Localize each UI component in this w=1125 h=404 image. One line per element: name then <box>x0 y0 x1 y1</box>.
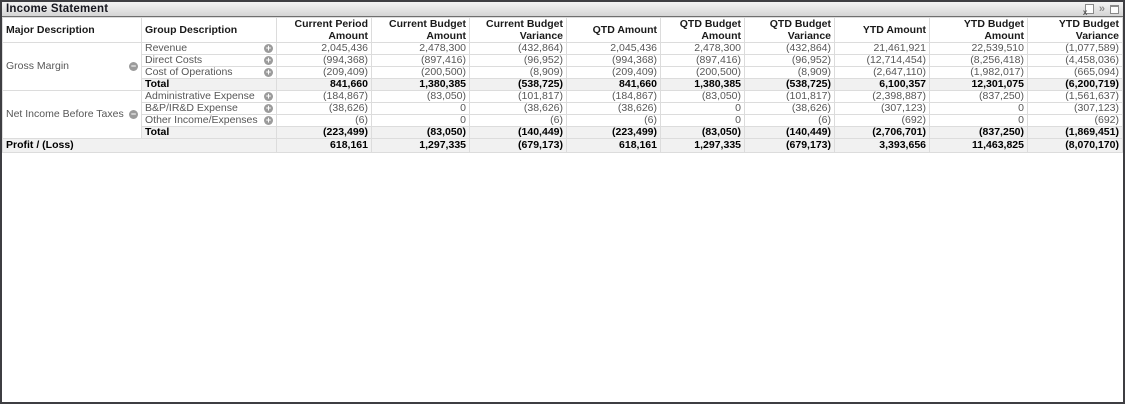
group-description-label: Revenue <box>145 43 188 54</box>
column-header-current-budget-variance[interactable]: Current Budget Variance <box>470 18 567 43</box>
amount-cell: (2,706,701) <box>835 127 930 139</box>
send-to-excel-icon[interactable] <box>1083 4 1094 15</box>
group-cell-content <box>145 103 273 114</box>
expand-plus-icon[interactable]: + <box>265 103 272 113</box>
group-description-label: Cost of Operations <box>145 67 233 78</box>
group-description-cell <box>142 115 277 127</box>
amount-cell: (2,647,110) <box>835 67 930 79</box>
group-cell-content <box>145 91 273 102</box>
amount-cell: (2,398,887) <box>835 91 930 103</box>
amount-cell: (692) <box>835 115 930 127</box>
pivot-data-row <box>3 43 1123 55</box>
income-statement-pivot-table <box>2 17 1123 153</box>
amount-cell: (83,050) <box>661 91 745 103</box>
pivot-table-body <box>3 43 1123 153</box>
column-header-group-description[interactable]: Group Description <box>142 18 277 43</box>
expand-plus-icon[interactable]: + <box>265 91 272 101</box>
amount-cell: 2,045,436 <box>567 43 661 55</box>
group-description-cell <box>142 55 277 67</box>
amount-cell: (140,449) <box>745 127 835 139</box>
column-header-current-budget-amount[interactable]: Current Budget Amount <box>372 18 470 43</box>
expand-plus-icon[interactable]: + <box>265 43 272 53</box>
amount-cell: (432,864) <box>745 43 835 55</box>
amount-cell: (96,952) <box>745 55 835 67</box>
amount-cell: 1,297,335 <box>372 139 470 153</box>
amount-cell: 0 <box>372 103 470 115</box>
pivot-data-row <box>3 67 1123 79</box>
restore-icon[interactable] <box>1110 5 1119 14</box>
amount-cell: 21,461,921 <box>835 43 930 55</box>
amount-cell: (679,173) <box>470 139 567 153</box>
amount-cell: (101,817) <box>745 91 835 103</box>
total-label-cell: Total <box>142 127 277 139</box>
amount-cell: 12,301,075 <box>930 79 1028 91</box>
major-cell-content <box>6 61 138 72</box>
amount-cell: (96,952) <box>470 55 567 67</box>
amount-cell: 2,045,436 <box>277 43 372 55</box>
profit-loss-label-cell: Profit / (Loss) <box>3 139 277 153</box>
amount-cell: (6) <box>470 115 567 127</box>
group-cell-content <box>145 115 273 126</box>
header-row <box>3 18 1123 43</box>
fast-forward-icon[interactable]: » <box>1098 2 1105 15</box>
pivot-data-row <box>3 103 1123 115</box>
amount-cell: (692) <box>1028 115 1123 127</box>
amount-cell: (83,050) <box>661 127 745 139</box>
amount-cell: 2,478,300 <box>372 43 470 55</box>
amount-cell: (679,173) <box>745 139 835 153</box>
amount-cell: (184,867) <box>567 91 661 103</box>
group-description-cell <box>142 103 277 115</box>
amount-cell: 0 <box>372 115 470 127</box>
group-cell-content <box>145 55 273 66</box>
column-header-qtd-budget-variance[interactable]: QTD Budget Variance <box>745 18 835 43</box>
amount-cell: (994,368) <box>567 55 661 67</box>
amount-cell: (209,409) <box>567 67 661 79</box>
amount-cell: (897,416) <box>661 55 745 67</box>
amount-cell: 841,660 <box>567 79 661 91</box>
amount-cell: 1,380,385 <box>372 79 470 91</box>
amount-cell: (184,867) <box>277 91 372 103</box>
amount-cell: (432,864) <box>470 43 567 55</box>
expand-plus-icon[interactable]: + <box>265 55 272 65</box>
amount-cell: (307,123) <box>835 103 930 115</box>
pivot-data-row <box>3 91 1123 103</box>
group-description-cell <box>142 43 277 55</box>
caption-icon-group <box>1083 4 1119 15</box>
amount-cell: (6) <box>277 115 372 127</box>
column-header-qtd-budget-amount[interactable]: QTD Budget Amount <box>661 18 745 43</box>
amount-cell: (6) <box>567 115 661 127</box>
amount-cell: (1,869,451) <box>1028 127 1123 139</box>
amount-cell: (101,817) <box>470 91 567 103</box>
amount-cell: (4,458,036) <box>1028 55 1123 67</box>
window-caption[interactable] <box>2 2 1123 17</box>
major-cell-content <box>6 109 138 120</box>
amount-cell: 11,463,825 <box>930 139 1028 153</box>
column-header-current-period-amount[interactable]: Current Period Amount <box>277 18 372 43</box>
restore-box-glyph <box>1110 5 1119 14</box>
group-description-cell <box>142 91 277 103</box>
amount-cell: 6,100,357 <box>835 79 930 91</box>
major-description-cell <box>3 91 142 139</box>
group-description-label: Administrative Expense <box>145 91 255 102</box>
amount-cell: 1,380,385 <box>661 79 745 91</box>
amount-cell: 0 <box>661 115 745 127</box>
amount-cell: (223,499) <box>277 127 372 139</box>
amount-cell: (897,416) <box>372 55 470 67</box>
amount-cell: (8,070,170) <box>1028 139 1123 153</box>
amount-cell: (38,626) <box>567 103 661 115</box>
amount-cell: (8,909) <box>745 67 835 79</box>
amount-cell: 0 <box>661 103 745 115</box>
amount-cell: (12,714,454) <box>835 55 930 67</box>
expand-plus-icon[interactable]: + <box>265 67 272 77</box>
collapse-minus-icon[interactable]: − <box>130 109 137 119</box>
group-total-row <box>3 127 1123 139</box>
amount-cell: 2,478,300 <box>661 43 745 55</box>
window-title: Income Statement <box>6 3 109 15</box>
amount-cell: (83,050) <box>372 127 470 139</box>
amount-cell: 0 <box>930 103 1028 115</box>
column-header-ytd-amount[interactable]: YTD Amount <box>835 18 930 43</box>
amount-cell: (8,256,418) <box>930 55 1028 67</box>
column-header-major-description[interactable]: Major Description <box>3 18 142 43</box>
amount-cell: (38,626) <box>745 103 835 115</box>
pivot-data-row <box>3 55 1123 67</box>
amount-cell: (538,725) <box>745 79 835 91</box>
amount-cell: 3,393,656 <box>835 139 930 153</box>
amount-cell: (6) <box>745 115 835 127</box>
amount-cell: (1,982,017) <box>930 67 1028 79</box>
amount-cell: (38,626) <box>470 103 567 115</box>
collapse-minus-icon[interactable]: − <box>130 61 137 71</box>
amount-cell: (223,499) <box>567 127 661 139</box>
amount-cell: (1,561,637) <box>1028 91 1123 103</box>
expand-plus-icon[interactable]: + <box>265 115 272 125</box>
amount-cell: 22,539,510 <box>930 43 1028 55</box>
major-description-label: Net Income Before Taxes <box>6 109 124 120</box>
amount-cell: (200,500) <box>372 67 470 79</box>
major-description-label: Gross Margin <box>6 61 70 72</box>
major-description-cell <box>3 43 142 91</box>
amount-cell: (83,050) <box>372 91 470 103</box>
group-description-label: Other Income/Expenses <box>145 115 258 126</box>
amount-cell: (538,725) <box>470 79 567 91</box>
amount-cell: (837,250) <box>930 91 1028 103</box>
amount-cell: (665,094) <box>1028 67 1123 79</box>
group-cell-content <box>145 43 273 54</box>
group-description-label: Direct Costs <box>145 55 203 66</box>
amount-cell: (209,409) <box>277 67 372 79</box>
x-glyph: x <box>1082 7 1088 17</box>
amount-cell: (38,626) <box>277 103 372 115</box>
amount-cell: 618,161 <box>277 139 372 153</box>
group-cell-content <box>145 67 273 78</box>
total-label-cell: Total <box>142 79 277 91</box>
amount-cell: 841,660 <box>277 79 372 91</box>
column-header-ytd-budget-variance[interactable]: YTD Budget Variance <box>1028 18 1123 43</box>
amount-cell: (6,200,719) <box>1028 79 1123 91</box>
amount-cell: 1,297,335 <box>661 139 745 153</box>
amount-cell: (140,449) <box>470 127 567 139</box>
amount-cell: 0 <box>930 115 1028 127</box>
amount-cell: (200,500) <box>661 67 745 79</box>
profit-loss-row <box>3 139 1123 153</box>
amount-cell: (994,368) <box>277 55 372 67</box>
pivot-data-row <box>3 115 1123 127</box>
column-header-qtd-amount[interactable]: QTD Amount <box>567 18 661 43</box>
group-total-row <box>3 79 1123 91</box>
amount-cell: (307,123) <box>1028 103 1123 115</box>
amount-cell: (837,250) <box>930 127 1028 139</box>
group-description-label: B&P/IR&D Expense <box>145 103 238 114</box>
amount-cell: (1,077,589) <box>1028 43 1123 55</box>
amount-cell: 618,161 <box>567 139 661 153</box>
group-description-cell <box>142 67 277 79</box>
column-header-ytd-budget-amount[interactable]: YTD Budget Amount <box>930 18 1028 43</box>
amount-cell: (8,909) <box>470 67 567 79</box>
